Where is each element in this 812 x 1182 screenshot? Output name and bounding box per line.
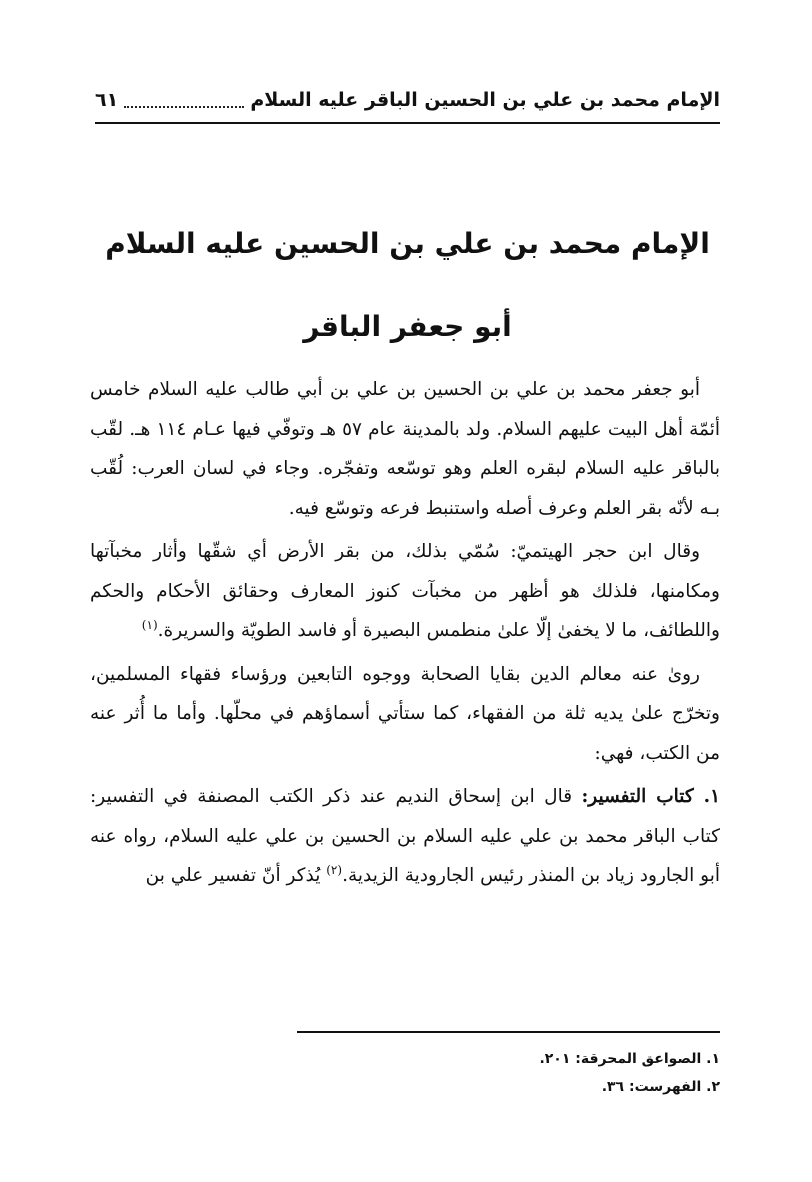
paragraph-4 <box>90 777 720 896</box>
paragraph-4-text-a: قال ابن إسحاق النديم عند ذكر الكتب المصنفة في التفسير: كتاب الباقر محمد بن علي عليه السلام بن الحسين بن علي عليه السلام، رواه عنه أبو الجارود زياد بن المنذر رئيس الجارودية الزيدية. <box>90 786 720 886</box>
header-divider <box>95 122 720 124</box>
paragraph-4-text-b: يُذكر أنّ تفسير علي بن <box>145 865 327 886</box>
book-entry-term: ١. كتاب التفسير: <box>581 786 721 807</box>
paragraph-1 <box>90 370 720 528</box>
paragraph-3 <box>90 655 720 774</box>
page-number: ٦١ <box>95 89 119 111</box>
footnote-1: ١. الصواعق المحرقة: ٢٠١. <box>539 1051 720 1067</box>
paragraph-2-text: وقال ابن حجر الهيتميّ: سُمّي بذلك، من بقر الأرض أي شقّها وأثار مخبآتها ومكامنها، فلذلك هو أظهر من مخبآت كنوز المعارف وحقائق الأحكام والحكم واللطائف، ما لا يخفىٰ إلّا علىٰ منطمس البصيرة أو فاسد الطويّة والسريرة. <box>90 541 720 641</box>
chapter-subtitle: أبو جعفر الباقر <box>303 310 512 343</box>
paragraph-1-text: أبو جعفر محمد بن علي بن الحسين بن علي بن أبي طالب عليه السلام خامس أئمّة أهل البيت عليهم السلام. ولد بالمدينة عام ٥٧ هـ وتوفّي فيها عـام ١١٤ هـ. لقّب بالباقر عليه السلام لبقره العلم وهو توسّعه وتفجّره. وجاء في لسان العرب: لُقّب بـه لأنّه بقر العلم وعرف أصله واستنبط فرعه وتوسّع فيه. <box>90 379 720 519</box>
footnote-ref-1[interactable]: (١) <box>141 617 158 632</box>
chapter-title: الإمام محمد بن علي بن الحسين عليه السلام <box>105 227 710 260</box>
footnote-divider <box>297 1031 720 1033</box>
running-header-title: الإمام محمد بن علي بن الحسين الباقر عليه السلام <box>250 89 720 111</box>
running-header-dot-leader <box>124 92 244 108</box>
paragraph-2 <box>90 532 720 651</box>
body-text <box>90 370 720 900</box>
footnote-2: ٢. الفهرست: ٣٦. <box>601 1079 720 1095</box>
paragraph-3-text: رویٰ عنه معالم الدين بقايا الصحابة ووجوه التابعين ورؤساء فقهاء المسلمين، وتخرّج علىٰ يديه ثلة من الفقهاء، كما ستأتي أسماؤهم في محلّها. وأما ما أُثر عنه من الكتب، فهي: <box>90 663 720 764</box>
running-header <box>95 84 720 116</box>
footnotes <box>90 1045 720 1101</box>
footnote-ref-2[interactable]: (٢) <box>326 862 343 877</box>
